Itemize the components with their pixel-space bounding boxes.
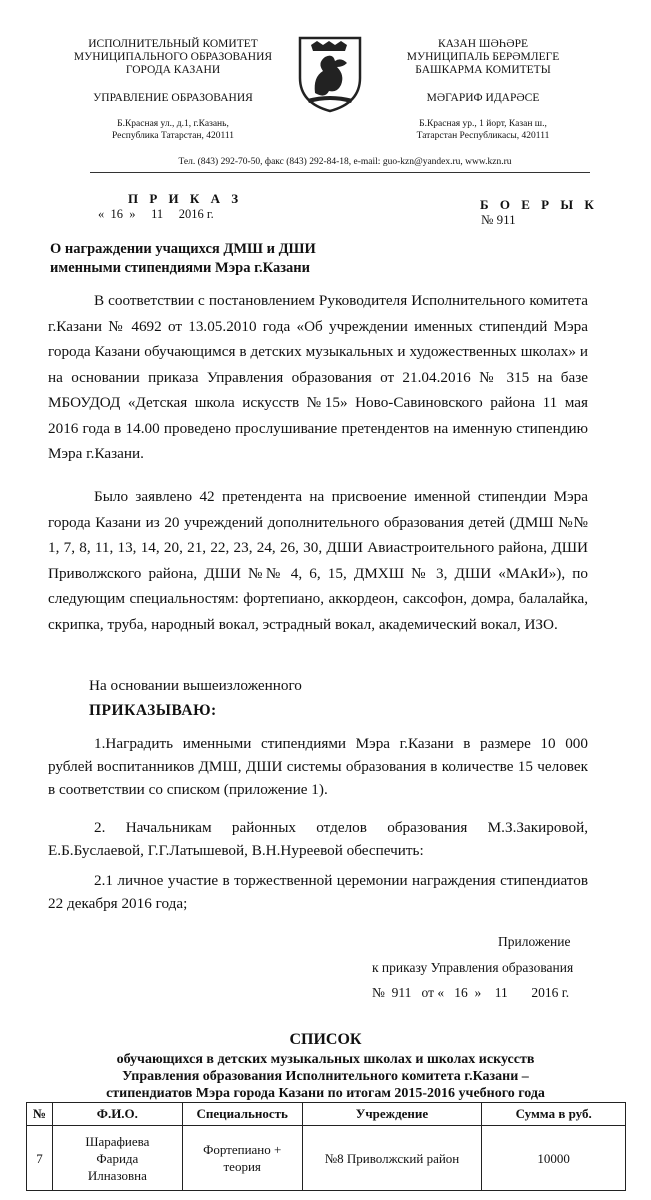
header-left-line2: МУНИЦИПАЛЬНОГО ОБРАЗОВАНИЯ (73, 51, 273, 63)
order-number: № 911 (481, 212, 516, 227)
list-title: СПИСОК (289, 1031, 362, 1048)
cell-sum: 10000 (482, 1126, 626, 1191)
header-left-addr1: Б.Красная ул., д.1, г.Казань, (117, 119, 229, 129)
header-left-line3: ГОРОДА КАЗАНИ (125, 64, 221, 76)
order-subject (50, 240, 316, 278)
header-right-dept: МӘГАРИФ ИДАРӘСЕ (426, 92, 540, 104)
col-name: Ф.И.О. (52, 1103, 182, 1126)
table-header-row (27, 1103, 626, 1126)
scholarship-table (26, 1102, 626, 1191)
list-subtitle (0, 1051, 651, 1102)
order-word: ПРИКАЗЫВАЮ: (89, 702, 217, 719)
header-left-addr2: Республика Татарстан, 420111 (111, 131, 235, 141)
appendix-line3: № 911 от « 16 » 11 2016 г. (372, 985, 570, 1000)
list-subtitle-1: обучающихся в детских музыкальных школах и школах искусств (116, 1052, 535, 1067)
order-title-ru: П Р И К А З (128, 191, 243, 206)
subject-line2: именными стипендиями Мэра г.Казани (50, 260, 311, 276)
header-left (58, 38, 288, 77)
specialty-line1: Фортепиано + (203, 1142, 282, 1157)
cell-specialty (182, 1126, 302, 1191)
header-left-line1: ИСПОЛНИТЕЛЬНЫЙ КОМИТЕТ (88, 38, 258, 50)
cell-institution: №8 Приволжский район (302, 1126, 482, 1191)
header-right-line2: МУНИЦИПАЛЬ БЕРӘМЛЕГЕ (406, 51, 560, 63)
header-right (373, 38, 593, 77)
appendix-line2: к приказу Управления образования (372, 960, 574, 975)
paragraph-applicants: Было заявлено 42 претендента на присвоение именной стипендии Мэра города Казани из 20 учреждений дополнительного образования детей (ДМШ №№ 1, 7, 8, 11, 13, 14, 20, 21, 22, 23, 24, 26, 30, ДШИ Авиастроительного района, ДШИ Приволжского района, ДШИ №№ 4, 6, 15, ДМХШ № 3, ДШИ «МАкИ»), по следующим специальностям: фортепиано, аккордеон, саксофон, домра, балалайка, скрипка, труба, народный вокал, эстрадный вокал, академический вокал, ИЗО. (48, 488, 588, 633)
header-left-dept: УПРАВЛЕНИЕ ОБРАЗОВАНИЯ (93, 92, 253, 104)
name-first: Фарида (96, 1150, 139, 1166)
name-patronymic: Илназовна (87, 1167, 147, 1183)
cell-name (52, 1126, 182, 1191)
col-sum: Сумма в руб. (482, 1103, 626, 1126)
subject-line1: О награждении учащихся ДМШ и ДШИ (50, 241, 316, 257)
header-right-addr1: Б.Красная ур., 1 йорт, Казан ш., (419, 119, 547, 129)
header-contacts: Тел. (843) 292-70-50, факс (843) 292-84-18, e-mail: guo-kzn@yandex.ru, www.kzn.ru (178, 157, 512, 167)
table-row (27, 1126, 626, 1191)
order-item-2: 2. Начальникам районных отделов образования М.З.Закировой, Е.Б.Буслаевой, Г.Г.Латышевой, В.Н.Нуреевой обеспечить: (48, 819, 588, 859)
header-left-address (58, 118, 288, 142)
coat-of-arms-icon (295, 33, 365, 113)
order-date: « 16 » 11 2016 г. (98, 207, 214, 221)
list-subtitle-2: Управления образования Исполнительного комитета г.Казани – (122, 1069, 529, 1084)
kazan-coat-of-arms (295, 33, 365, 113)
order-item-2-1: 2.1 личное участие в торжественной церемонии награждения стипендиатов 22 декабря 2016 года; (48, 872, 588, 912)
col-specialty: Специальность (182, 1103, 302, 1126)
header-right-address (373, 118, 593, 142)
list-subtitle-3: стипендиатов Мэра города Казани по итогам 2015-2016 учебного года (106, 1086, 545, 1101)
header-right-line3: БАШКАРМА КОМИТЕТЫ (415, 64, 551, 76)
header-right-line1: КАЗАН ШӘҺӘРЕ (437, 38, 529, 50)
specialty-line2: теория (223, 1159, 261, 1174)
paragraph-resolution: В соответствии с постановлением Руководителя Исполнительного комитета г.Казани № 4692 от 13.05.2010 года «Об учреждении именных стипендий Мэра города Казани обучающимся в детских музыкальных и художественных школах» и на основании приказа Управления образования от 21.04.2016 № 315 на базе МБОУДОД «Детская школа искусств №15» Ново-Савиновского района 11 мая 2016 года в 14.00 проведено прослушивание претендентов на именную стипендию Мэра г.Казани. (48, 292, 588, 462)
paragraph-basis: На основании вышеизложенного (89, 677, 302, 694)
col-number: № (27, 1103, 53, 1126)
appendix-line1: Приложение (498, 934, 571, 949)
name-surname: Шарафиева (85, 1133, 150, 1149)
order-item-1: 1.Наградить именными стипендиями Мэра г.Казани в размере 10 000 рублей воспитанников ДМШ, ДШИ системы образования в количестве 15 человек в соответствии со списком (приложение 1). (48, 735, 588, 798)
col-institution: Учреждение (302, 1103, 482, 1126)
header-divider (90, 172, 590, 173)
cell-number: 7 (27, 1126, 53, 1191)
header-right-addr2: Татарстан Республикасы, 420111 (416, 131, 550, 141)
order-title-tt: Б О Е Р Ы К (480, 197, 598, 212)
